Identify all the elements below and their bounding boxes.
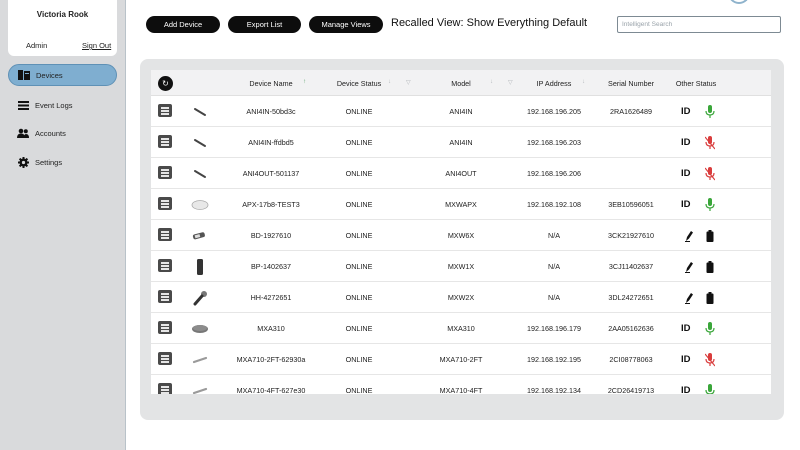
- table-row[interactable]: [151, 313, 771, 344]
- ip-address-cell: N/A: [548, 262, 560, 271]
- table-row[interactable]: [151, 127, 771, 158]
- table-row[interactable]: [151, 282, 771, 313]
- device-menu-icon[interactable]: [158, 321, 172, 334]
- identify-label[interactable]: ID: [681, 137, 691, 148]
- pencil-icon[interactable]: [683, 260, 695, 274]
- model-cell: ANI4IN: [449, 138, 473, 147]
- identify-label[interactable]: ID: [681, 354, 691, 365]
- table-row[interactable]: [151, 158, 771, 189]
- ip-address-cell: 192.168.192.195: [527, 355, 581, 364]
- device-menu-icon[interactable]: [158, 104, 172, 117]
- model-cell: MXW1X: [447, 262, 475, 271]
- ip-address-cell: 192.168.196.205: [527, 107, 581, 116]
- device-status-cell: ONLINE: [345, 293, 373, 302]
- device-status-cell: ONLINE: [345, 138, 373, 147]
- recalled-view-label: Recalled View: Show Everything Default: [391, 17, 588, 29]
- serial-number-cell: 2RA1626489: [610, 107, 652, 116]
- column-other-status: Other Status: [675, 78, 717, 88]
- sidebar-item-label: Accounts: [35, 128, 66, 138]
- device-name-cell: MXA710-2FT-62930a: [236, 355, 306, 364]
- sidebar-item-label: Settings: [35, 157, 63, 167]
- device-menu-icon[interactable]: [158, 383, 172, 394]
- add-device-button[interactable]: Add Device: [146, 16, 220, 33]
- sidebar-item-devices[interactable]: [8, 64, 117, 86]
- user-card: [8, 0, 117, 56]
- column-serial-number[interactable]: Serial Number: [608, 78, 654, 88]
- ip-address-cell: 192.168.192.108: [527, 200, 581, 209]
- ip-address-cell: N/A: [548, 231, 560, 240]
- mic-icon[interactable]: [703, 104, 717, 120]
- device-name-cell: ANI4OUT-501137: [242, 169, 300, 178]
- device-menu-icon[interactable]: [158, 166, 172, 179]
- user-role: Admin: [26, 41, 48, 50]
- device-menu-icon[interactable]: [158, 135, 172, 148]
- device-name-cell: BP-1402637: [251, 262, 291, 271]
- access-point-icon: [189, 196, 211, 214]
- cable-icon: [189, 134, 211, 152]
- sort-icon[interactable]: ↓: [490, 79, 493, 85]
- mic-icon[interactable]: [703, 321, 717, 337]
- mic-muted-icon[interactable]: [703, 352, 717, 368]
- list-icon: [17, 99, 29, 111]
- identify-label[interactable]: ID: [681, 106, 691, 117]
- serial-number-cell: 2CI08778063: [609, 355, 653, 364]
- serial-number-cell: [591, 158, 671, 189]
- sidebar-item-accounts[interactable]: [8, 122, 117, 144]
- column-device-name[interactable]: Device Name: [249, 78, 293, 88]
- identify-label[interactable]: ID: [681, 323, 691, 334]
- mic-icon[interactable]: [703, 383, 717, 394]
- column-device-status[interactable]: Device Status: [336, 78, 382, 88]
- mic-icon[interactable]: [703, 197, 717, 213]
- table-row[interactable]: [151, 189, 771, 220]
- filter-icon[interactable]: ▽: [406, 80, 411, 86]
- sign-out-link[interactable]: Sign Out: [82, 41, 112, 50]
- device-name-cell: MXA710-4FT-627e30: [236, 386, 306, 394]
- device-name-cell: ANI4IN-50bd3c: [246, 107, 296, 116]
- identify-label[interactable]: ID: [681, 385, 691, 394]
- identify-label[interactable]: ID: [681, 168, 691, 179]
- device-name-cell: MXA310: [257, 324, 285, 333]
- device-status-cell: ONLINE: [345, 355, 373, 364]
- cable-icon: [189, 165, 211, 183]
- device-status-cell: ONLINE: [345, 200, 373, 209]
- mic-muted-icon[interactable]: [703, 135, 717, 151]
- bodypack-icon: [189, 227, 211, 245]
- table-row[interactable]: [151, 251, 771, 282]
- ip-address-cell: N/A: [548, 293, 560, 302]
- ip-address-cell: 192.168.192.134: [527, 386, 581, 394]
- device-menu-icon[interactable]: [158, 290, 172, 303]
- beltpack-icon: [189, 258, 211, 276]
- pencil-icon[interactable]: [683, 229, 695, 243]
- table-header: [151, 70, 771, 96]
- device-status-cell: ONLINE: [345, 231, 373, 240]
- devices-icon: [18, 69, 30, 81]
- serial-number-cell: 3DL24272651: [608, 293, 654, 302]
- cable-icon: [189, 103, 211, 121]
- model-cell: ANI4IN: [449, 107, 473, 116]
- device-name-cell: ANI4IN-ffdbd5: [248, 138, 294, 147]
- device-menu-icon[interactable]: [158, 197, 172, 210]
- table-array-icon: [189, 320, 211, 338]
- serial-number-cell: 3EB10596051: [608, 200, 654, 209]
- table-row[interactable]: [151, 96, 771, 127]
- device-status-cell: ONLINE: [345, 386, 373, 394]
- handheld-mic-icon: [189, 289, 211, 307]
- serial-number-cell: [591, 127, 671, 158]
- sidebar: [0, 0, 126, 450]
- device-menu-icon[interactable]: [158, 352, 172, 365]
- device-status-cell: ONLINE: [345, 262, 373, 271]
- device-menu-icon[interactable]: [158, 228, 172, 241]
- linear-array-icon: [189, 382, 211, 394]
- table-row[interactable]: [151, 220, 771, 251]
- help-icon[interactable]: [728, 0, 750, 4]
- manage-views-button[interactable]: Manage Views: [309, 16, 383, 33]
- users-icon: [17, 127, 29, 139]
- battery-icon: [703, 259, 717, 275]
- column-model[interactable]: Model: [451, 78, 471, 88]
- model-cell: MXW6X: [447, 231, 475, 240]
- table-row[interactable]: [151, 344, 771, 375]
- devices-table: [151, 70, 771, 394]
- model-cell: MXWAPX: [445, 200, 477, 209]
- device-name-cell: BD-1927610: [250, 231, 292, 240]
- device-name-cell: APX-17b8-TEST3: [242, 200, 300, 209]
- model-cell: MXA310: [447, 324, 475, 333]
- device-status-cell: ONLINE: [345, 324, 373, 333]
- identify-label[interactable]: ID: [681, 199, 691, 210]
- serial-number-cell: 3CJ11402637: [608, 262, 654, 271]
- sidebar-item-label: Event Logs: [35, 100, 73, 110]
- device-name-cell: HH-4272651: [250, 293, 292, 302]
- model-cell: MXA710-4FT: [439, 386, 483, 394]
- sidebar-item-event-logs[interactable]: [8, 94, 117, 116]
- export-list-button[interactable]: Export List: [228, 16, 301, 33]
- pencil-icon[interactable]: [683, 291, 695, 305]
- table-row[interactable]: [151, 375, 771, 394]
- sidebar-item-label: Devices: [36, 70, 63, 80]
- sort-asc-icon[interactable]: ↑: [303, 79, 306, 85]
- model-cell: ANI4OUT: [445, 169, 477, 178]
- gear-icon: [17, 156, 29, 168]
- search-input[interactable]: [617, 16, 781, 33]
- model-cell: MXW2X: [447, 293, 475, 302]
- model-cell: MXA710-2FT: [439, 355, 483, 364]
- column-ip-address[interactable]: IP Address: [536, 78, 572, 88]
- sort-icon[interactable]: ↓: [582, 79, 585, 85]
- ip-address-cell: 192.168.196.206: [527, 169, 581, 178]
- ip-address-cell: 192.168.196.203: [527, 138, 581, 147]
- filter-icon[interactable]: ▽: [508, 80, 513, 86]
- battery-icon: [703, 290, 717, 306]
- serial-number-cell: 2CD26419713: [607, 386, 655, 394]
- linear-array-icon: [189, 351, 211, 369]
- serial-number-cell: 3CK21927610: [608, 231, 654, 240]
- user-name: Victoria Rook: [36, 10, 89, 19]
- mic-muted-icon[interactable]: [703, 166, 717, 182]
- sort-icon[interactable]: ↓: [388, 79, 391, 85]
- device-menu-icon[interactable]: [158, 259, 172, 272]
- ip-address-cell: 192.168.196.179: [527, 324, 581, 333]
- serial-number-cell: 2AA05162636: [608, 324, 654, 333]
- refresh-icon[interactable]: ↻: [158, 76, 173, 91]
- device-status-cell: ONLINE: [345, 169, 373, 178]
- device-status-cell: ONLINE: [345, 107, 373, 116]
- battery-icon: [703, 228, 717, 244]
- sidebar-item-settings[interactable]: [8, 151, 117, 173]
